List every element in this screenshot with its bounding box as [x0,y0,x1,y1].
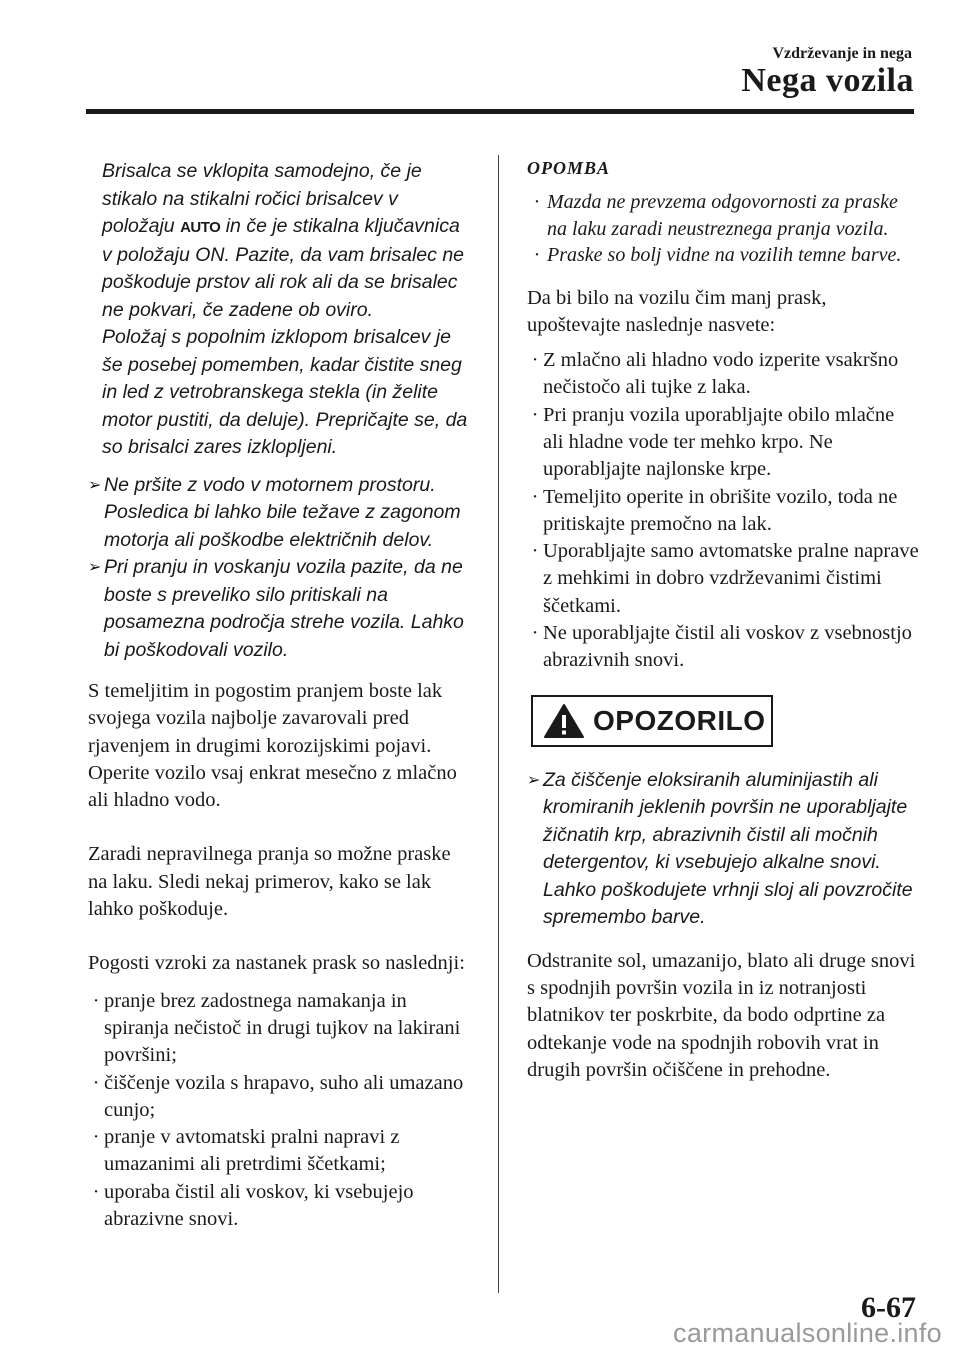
bullet-icon: · [533,191,541,213]
bullet-icon: · [92,1126,100,1149]
note-item [527,189,919,242]
list-item-text: čiščenje vozila s hrapavo, suho ali umazano cunjo; [104,1071,464,1121]
column-divider [498,155,499,1293]
list-item [527,484,919,539]
warning-item-text: Za čiščenje eloksiranih aluminijastih ali kromiranih jeklenih površin ne uporabljajte žičnatih krp, abrazivnih čistil ali močnih detergentov, ki vsebujejo alkalne snovi. Lahko poškodujete vrhnji sloj ali povzročite spremembo barve. [543,768,913,929]
watermark: carmanualsonline.info [673,1318,942,1348]
paragraph: Zaradi nepravilnega pranja so možne praske na laku. Sledi nekaj primerov, kako se lak lahko poškoduje. [88,843,451,921]
warning-item [527,767,919,932]
note-item-text: Praske so bolj vidne na vozilih temne barve. [547,244,902,266]
bullet-icon: · [531,622,539,645]
warning-continuation [88,158,472,462]
warning-item-text: Pri pranju in voskanju vozila pazite, da ne boste s preveliko silo pritiskali na posamezna področja strehe vozila. Lahko bi poškodovali vozilo. [104,556,464,661]
bullet-icon: · [533,244,541,266]
warning-text-1b: in če je stikalna ključavnica v položaju ON. Pazite, da vam brisalec ne poškoduje prstov ali rok ali da se brisalec ne pokvari, če zadene ob oviro. [102,215,465,321]
warning-item [88,554,472,664]
list-item-text: pranje brez zadostnega namakanja in spiranja nečistoč in drugi tujkov na lakirani površini; [104,989,461,1067]
note-heading: OPOMBA [527,158,611,178]
bullet-icon: · [531,485,539,508]
list-item [88,1070,472,1125]
paragraph: Da bi bilo na vozilu čim manj prask, upoštevajte naslednje nasvete: [527,286,827,336]
note-item-text: Mazda ne prevzema odgovornosti za praske na laku zaradi neustreznega pranja vozila. [547,191,898,240]
arrow-bullet-icon: ➢ [527,771,541,789]
page-number: 6-67 [861,1291,916,1324]
warning-box [531,695,773,747]
list-item-text: Uporabljajte samo avtomatske pralne naprave z mehkimi in dobro vzdrževanimi čistimi ščetkami. [543,540,919,617]
list-item [527,402,919,484]
list-item-text: Z mlačno ali hladno vodo izperite vsakršno nečistočo ali tujke z laka. [543,349,899,399]
list-item [527,538,919,620]
auto-symbol-icon: AUTO [180,219,221,236]
bullet-icon: · [531,403,539,426]
left-column [88,158,472,1233]
warning-label: OPOZORILO [593,704,766,736]
list-item-text: Pri pranju vozila uporabljajte obilo mlačne ali hladne vode ter mehko krpo. Ne uporabljajte najlonske krpe. [543,403,895,481]
warning-item-text: Ne pršite z vodo v motornem prostoru. Posledica bi lahko bile težave z zagonom motorja ali poškodbe električnih delov. [104,473,461,551]
list-item [527,347,919,402]
list-item [88,988,472,1070]
header-rule [86,109,914,114]
list-item-text: pranje v avtomatski pralni napravi z umazanimi ali pretrdimi ščetkami; [104,1126,400,1176]
arrow-bullet-icon: ➢ [88,476,102,494]
page-title: Nega vozila [741,62,914,99]
paragraph: S temeljitim in pogostim pranjem boste lak svojega vozila najbolje zavarovali pred rjavenjem in drugimi korozijskimi pojavi. Operite vozilo vsaj enkrat mesečno z mlačno ali hladno vodo. [88,680,457,812]
bullet-icon: · [92,989,100,1012]
paragraph: Odstranite sol, umazanijo, blato ali druge snovi s spodnjih površin vozila in iz notranjosti blatnikov ter poskrbite, da bodo odprtine za odtekanje vode na spodnjih robovih vrat in drugih površin očiščene in prehodne. [527,949,916,1081]
section-label: Vzdrževanje in nega [772,45,912,62]
warning-text-2: Položaj s popolnim izklopom brisalcev je še posebej pomemben, kadar čistite sneg in led z vetrobranskega stekla (in želite motor pustiti, da deluje). Prepričajte se, da so brisalci zares izklopljeni. [102,326,468,458]
list-item [88,1179,472,1234]
list-item [88,1124,472,1179]
bullet-icon: · [531,540,539,563]
warning-text-1 [102,158,472,324]
warning-text-1a: Brisalca se vklopita samodejno, če je stikalo na stikalni ročici brisalcev v položaju [102,160,422,237]
warning-triangle-icon [543,703,585,739]
bullet-icon: · [531,349,539,372]
note-item [527,242,919,269]
warning-item [88,472,472,555]
list-item-text: Temeljito operite in obrišite vozilo, toda ne pritiskajte premočno na lak. [543,485,898,535]
bullet-icon: · [92,1071,100,1094]
paragraph: Pogosti vzroki za nastanek prask so naslednji: [88,952,465,975]
list-item-text: Ne uporabljajte čistil ali voskov z vsebnostjo abrazivnih snovi. [543,622,912,672]
arrow-bullet-icon: ➢ [88,559,102,576]
list-item-text: uporaba čistil ali voskov, ki vsebujejo abrazivne snovi. [104,1180,414,1231]
bullet-icon: · [92,1180,100,1203]
right-column [527,158,919,1084]
list-item [527,620,919,675]
